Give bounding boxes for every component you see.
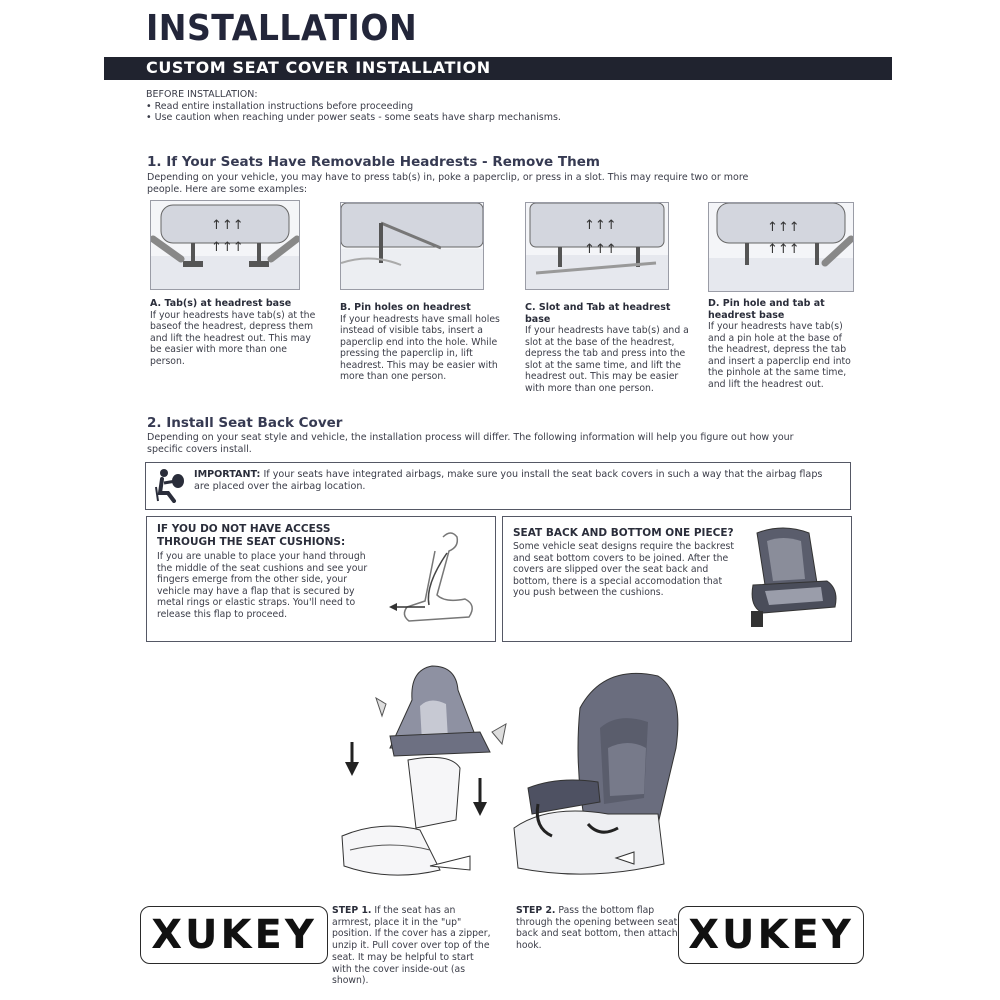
important-label: IMPORTANT: <box>194 469 261 480</box>
caption-b <box>340 302 508 383</box>
step1-illustration <box>330 660 520 890</box>
before-installation <box>146 89 846 124</box>
caption-a <box>150 298 320 367</box>
section1-heading: 1. If Your Seats Have Removable Headrests - Remove Them <box>147 154 600 170</box>
caption-body: If your headrests have tab(s) and a slot at the base of the headrest, depress the tab and press into the slot at the same time, and lift the headrest out. This may be easier with more than one person. <box>525 325 689 394</box>
step1-label: STEP 1. <box>332 905 372 916</box>
step2-illustration <box>508 668 690 890</box>
caption-title: A. Tab(s) at headrest base <box>150 298 292 309</box>
seat-flap-illustration <box>385 525 485 633</box>
svg-text:↑↑↑: ↑↑↑ <box>767 242 800 257</box>
before-heading: BEFORE INSTALLATION: <box>146 89 258 100</box>
headrest-illustration-d <box>708 202 854 292</box>
brand-logo-left <box>140 906 328 964</box>
important-box <box>145 462 851 510</box>
one-piece-body: Some vehicle seat designs require the backrest and seat bottom covers to be joined. After the covers are slipped over the seat back and bottom, there is a special accomodation that you push between the cushions. <box>513 541 735 599</box>
section2-intro: Depending on your seat style and vehicle, the installation process will differ. The following information will help you figure out how your specific covers install. <box>147 432 794 455</box>
one-piece-box <box>502 516 852 642</box>
brand-logo-right <box>678 906 864 964</box>
caption-title: D. Pin hole and tab at headrest base <box>708 298 825 321</box>
no-access-heading: IF YOU DO NOT HAVE ACCESS THROUGH THE SEAT CUSHIONS: <box>157 523 346 548</box>
section1-intro: Depending on your vehicle, you may have to press tab(s) in, poke a paperclip, or press in a slot. This may require two or more people. Here are some examples: <box>147 172 749 195</box>
page-title: INSTALLATION <box>146 8 418 49</box>
svg-text:↑↑↑: ↑↑↑ <box>211 218 244 233</box>
svg-text:↑↑↑: ↑↑↑ <box>584 218 617 233</box>
caption-body: If your headrests have tab(s) at the baseof the headrest, depress them and lift the headrest out. This may be easier with more than one person. <box>150 309 316 367</box>
step2-label: STEP 2. <box>516 905 556 916</box>
no-access-box <box>146 516 496 642</box>
svg-text:↑↑↑: ↑↑↑ <box>584 242 617 257</box>
step2-text <box>516 905 680 952</box>
step1-text <box>332 905 496 987</box>
caption-title: B. Pin holes on headrest <box>340 302 471 313</box>
caption-title: C. Slot and Tab at headrest base <box>525 302 671 325</box>
before-bullet: • Read entire installation instructions before proceeding <box>146 101 846 113</box>
one-piece-heading: SEAT BACK AND BOTTOM ONE PIECE? <box>513 527 734 539</box>
svg-text:↑↑↑: ↑↑↑ <box>211 240 244 255</box>
headrest-illustration-b <box>340 202 484 290</box>
svg-text:↑↑↑: ↑↑↑ <box>767 220 800 235</box>
caption-body: If your headrests have small holes instead of visible tabs, insert a paperclip end into the hole. While pressing the paperclip in, lift headrest. This may be easier with more than one person. <box>340 313 500 383</box>
section-bar <box>104 57 892 80</box>
caption-body: If your headrests have tab(s) and a pin hole at the base of the headrest, depress the tab and insert a paperclip end into the pinhole at the same time, and lift the headrest out. <box>708 321 851 390</box>
caption-d <box>708 298 858 391</box>
before-bullet: • Use caution when reaching under power seats - some seats have sharp mechanisms. <box>146 112 846 124</box>
section2-heading: 2. Install Seat Back Cover <box>147 415 343 431</box>
step2-body: Pass the bottom flap through the opening between seat back and seat bottom, then attach hook. <box>516 905 678 952</box>
no-access-body: If you are unable to place your hand through the middle of the seat cushions and see your fingers emerge from the other side, your vehicle may have a flap that is secured by metal rings or elastic straps. You'll need to release this flap to proceed. <box>157 551 368 620</box>
headrest-illustration-a <box>150 200 300 290</box>
brand-logo-text: XUKEY <box>688 912 854 958</box>
important-text: If your seats have integrated airbags, make sure you install the seat back covers in such a way that the airbag flaps are placed over the airbag location. <box>194 469 823 492</box>
step1-body: If the seat has an armrest, place it in the "up" position. If the cover has a zipper, unzip it. Pull cover over top of the seat. It may be helpful to start with the cover inside-out (as shown). <box>332 905 491 987</box>
airbag-icon <box>154 467 188 503</box>
section-bar-title: CUSTOM SEAT COVER INSTALLATION <box>146 58 491 77</box>
caption-c <box>525 302 693 395</box>
brand-logo-text: XUKEY <box>151 912 317 958</box>
headrest-illustration-c <box>525 202 669 290</box>
one-piece-seat-illustration <box>743 523 847 635</box>
